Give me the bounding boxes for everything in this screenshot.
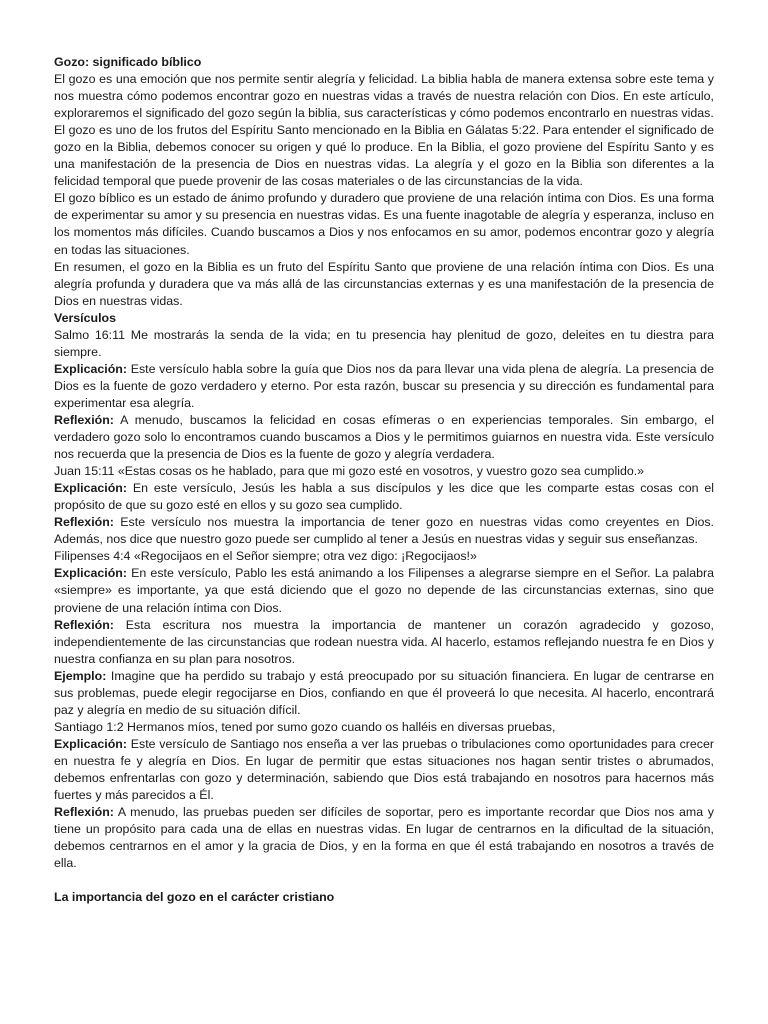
verse-3-reflection: [54, 617, 714, 668]
verses-heading: Versículos: [54, 310, 116, 325]
reflection-text: A menudo, las pruebas pueden ser difíciles de soportar, pero es importante recordar que Dios nos ama y tiene un propósito para cada una de ellas en nuestras vidas. En lugar de centrarnos en la dificultad de la situación, debemos centrarnos en el amor y la gracia de Dios, y en la forma en que él está trabajando en nosotros a través de ella.: [54, 805, 714, 871]
explanation-label: Explicación:: [54, 566, 127, 581]
verse-salmo-16-11: Salmo 16:11 Me mostrarás la senda de la vida; en tu presencia hay plenitud de gozo, deleites en tu diestra para siempre.: [54, 327, 714, 359]
verse-santiago-1-2: Santiago 1:2 Hermanos míos, tened por sumo gozo cuando os halléis en diversas pruebas,: [54, 719, 556, 734]
reflection-label: Reflexión:: [54, 805, 114, 820]
intro-paragraph-4: En resumen, el gozo en la Biblia es un fruto del Espíritu Santo que proviene de una relación íntima con Dios. Es una alegría profunda y duradera que va más allá de las circunstancias externas y es una manifestación de la presencia de Dios en nuestras vidas.: [54, 259, 714, 308]
verse-2-reflection: [54, 514, 714, 548]
intro-paragraph-1: El gozo es una emoción que nos permite sentir alegría y felicidad. La biblia habla de manera extensa sobre este tema y nos muestra cómo podemos encontrar gozo en nuestras vidas a través de nuestra relación con Dios. En este artículo, exploraremos el significado del gozo según la biblia, sus características y cómo podemos encontrarlo en nuestras vidas.: [54, 72, 714, 121]
explanation-label: Explicación:: [54, 736, 127, 751]
section-heading: La importancia del gozo en el carácter cristiano: [54, 890, 335, 905]
reflection-label: Reflexión:: [54, 515, 114, 530]
explanation-text: Este versículo habla sobre la guía que Dios nos da para llevar una vida plena de alegría. La presencia de Dios es la fuente de gozo verdadero y eterno. Por esta razón, buscar su presencia y su dirección es fundamental para experimentar esa alegría.: [54, 361, 714, 410]
reflection-label: Reflexión:: [54, 412, 114, 427]
reflection-text: Este versículo nos muestra la importancia de tener gozo en nuestras vidas como creyentes en Dios. Además, nos dice que nuestro gozo puede ser cumplido al tener a Jesús en nuestras vidas y seguir sus enseñanzas.: [54, 515, 714, 547]
paragraph-spacer: [54, 872, 714, 889]
verse-1-reflection: [54, 412, 714, 463]
verse-1-explanation: [54, 361, 714, 412]
explanation-label: Explicación:: [54, 361, 127, 376]
verse-juan-15-11: Juan 15:11 «Estas cosas os he hablado, para que mi gozo esté en vosotros, y vuestro gozo sea cumplido.»: [54, 464, 645, 479]
explanation-label: Explicación:: [54, 481, 127, 496]
verse-2-explanation: [54, 480, 714, 514]
verse-3-explanation: [54, 565, 714, 616]
explanation-text: En este versículo, Jesús les habla a sus discípulos y les dice que les comparte estas cosas con el propósito de que su gozo esté en ellos y su gozo sea cumplido.: [54, 481, 714, 513]
verse-filipenses-4-4: Filipenses 4:4 «Regocijaos en el Señor siempre; otra vez digo: ¡Regocijaos!»: [54, 549, 477, 564]
explanation-text: En este versículo, Pablo les está animando a los Filipenses a alegrarse siempre en el Señor. La palabra «siempre» es importante, ya que está diciendo que el gozo no depende de las circunstancias externas, sino que proviene de una relación íntima con Dios.: [54, 566, 714, 615]
example-label: Ejemplo:: [54, 668, 107, 683]
verse-4-explanation: [54, 736, 714, 804]
verse-4-reflection: [54, 804, 714, 872]
intro-paragraph-3: El gozo bíblico es un estado de ánimo profundo y duradero que proviene de una relación íntima con Dios. Es una forma de experimentar su amor y su presencia en nuestras vidas. Es una fuente inagotable de alegría y esperanza, incluso en los momentos más difíciles. Cuando buscamos a Dios y nos enfocamos en su amor, podemos encontrar gozo y alegría en todas las situaciones.: [54, 191, 714, 257]
explanation-text: Este versículo de Santiago nos enseña a ver las pruebas o tribulaciones como oportunidades para crecer en nuestra fe y alegría en Dios. En lugar de permitir que estas situaciones nos hagan sentir tristes o abrumados, debemos enfrentarlas con gozo y determinación, sabiendo que Dios está trabajando en nosotros para hacernos más fuertes y más parecidos a Él.: [54, 736, 714, 803]
reflection-text: A menudo, buscamos la felicidad en cosas efímeras o en experiencias temporales. Sin embargo, el verdadero gozo solo lo encontramos cuando buscamos a Dios y le permitimos guiarnos en nuestra vida. Este versículo nos recuerda que la presencia de Dios es la fuente de gozo y alegría verdadera.: [54, 412, 714, 462]
verse-3-example: [54, 668, 714, 719]
reflection-text: Esta escritura nos muestra la importancia de mantener un corazón agradecido y gozoso, independientemente de las circunstancias que rodean nuestra vida. Al hacerlo, estamos reflejando nuestra fe en Dios y nuestra confianza en su plan para nosotros.: [54, 617, 714, 666]
document-title: Gozo: significado bíblico: [54, 55, 202, 69]
reflection-label: Reflexión:: [54, 617, 114, 632]
example-text: Imagine que ha perdido su trabajo y está preocupado por su situación financiera. En lugar de centrarse en sus problemas, puede elegir regocijarse en Dios, confiando en que él proveerá lo que necesita. Al hacerlo, encontrará paz y alegría en medio de su situación difícil.: [54, 668, 714, 717]
intro-paragraph-2: El gozo es uno de los frutos del Espíritu Santo mencionado en la Biblia en Gálatas 5:22. Para entender el significado de gozo en la Biblia, debemos conocer su origen y qué lo produce. En la Biblia, el gozo proviene del Espíritu Santo y es una manifestación de la presencia de Dios en nuestras vidas. La alegría y el gozo en la Biblia son diferentes a la felicidad temporal que puede provenir de las cosas materiales o de las circunstancias de la vida.: [54, 123, 714, 189]
